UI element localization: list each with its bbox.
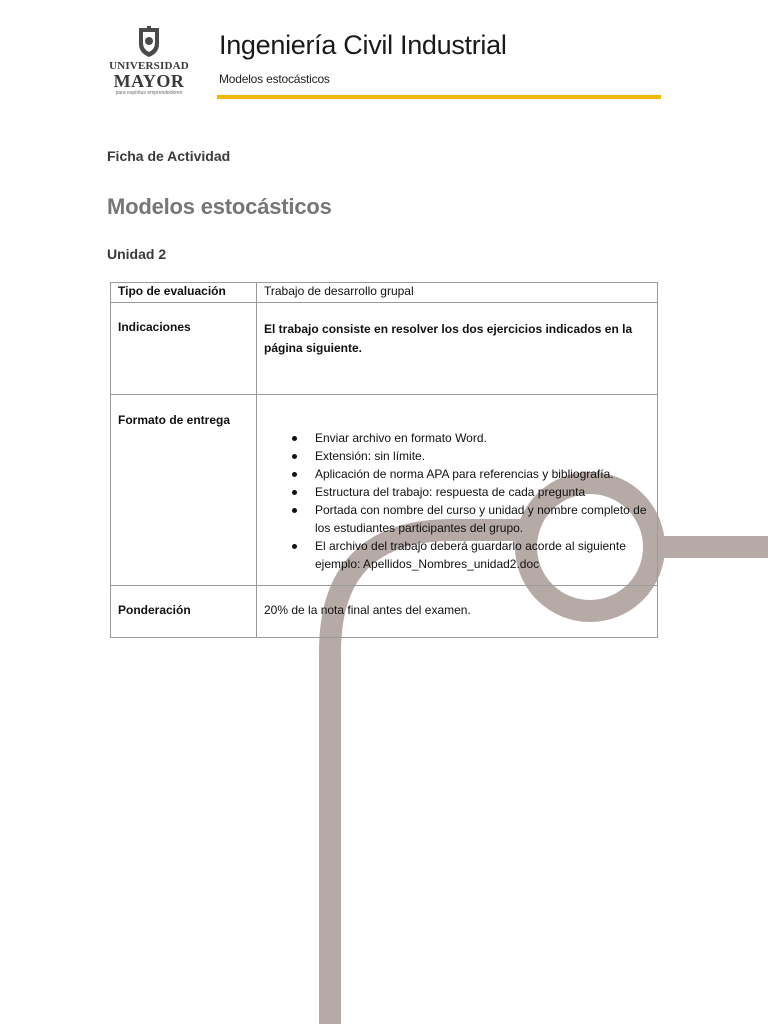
delivery-format-list [264, 429, 650, 573]
list-item: Aplicación de norma APA para referencias y bibliografía. [292, 465, 650, 483]
list-item: El archivo del trabajo deberá guardarlo acorde al siguiente ejemplo: Apellidos_Nombres_unidad2.doc [292, 537, 650, 573]
header-title: Ingeniería Civil Industrial [219, 30, 507, 60]
list-item: Extensión: sin límite. [292, 447, 650, 465]
university-crest-icon [135, 26, 163, 58]
list-item: Enviar archivo en formato Word. [292, 429, 650, 447]
table-row-value: 20% de la nota final antes del examen. [257, 586, 658, 638]
header-divider [217, 95, 661, 99]
logo-line1: UNIVERSIDAD [109, 60, 189, 72]
table-row-label: Ponderación [111, 586, 257, 638]
university-logo [104, 26, 194, 106]
logo-tagline: para espíritus emprendedores [115, 90, 183, 96]
list-item: Portada con nombre del curso y unidad y nombre completo de los estudiantes participantes del grupo. [292, 501, 650, 537]
document-unit: Unidad 2 [107, 246, 167, 262]
logo-line2: MAYOR [113, 71, 185, 91]
table-row-formato [111, 395, 658, 586]
document-title: Modelos estocásticos [107, 194, 332, 219]
table-row-value [257, 395, 658, 586]
document-kicker: Ficha de Actividad [107, 148, 231, 164]
table-row-label: Formato de entrega [111, 395, 257, 586]
table-row-label: Indicaciones [111, 303, 257, 395]
table-row-indicaciones [111, 303, 658, 395]
activity-table [110, 282, 658, 638]
table-row-ponderacion [111, 586, 658, 638]
table-row-label: Tipo de evaluación [111, 283, 257, 303]
table-row-value: El trabajo consiste en resolver los dos ejercicios indicados en la página siguiente. [257, 303, 658, 395]
list-item: Estructura del trabajo: respuesta de cada pregunta [292, 483, 650, 501]
table-row-tipo [111, 283, 658, 303]
table-row-value: Trabajo de desarrollo grupal [257, 283, 658, 303]
header-subtitle: Modelos estocásticos [219, 72, 330, 86]
